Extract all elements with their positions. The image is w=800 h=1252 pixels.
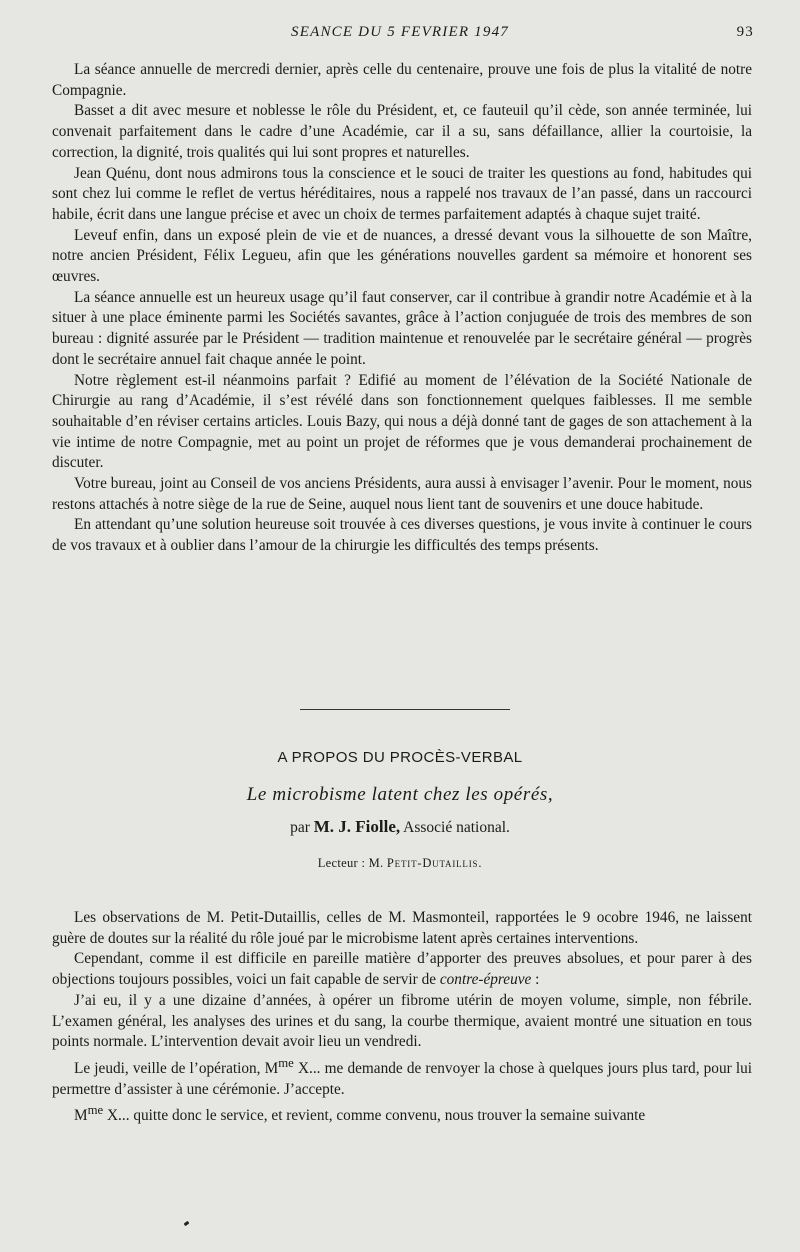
section-heading: A PROPOS DU PROCÈS-VERBAL	[277, 749, 523, 766]
page-header	[0, 24, 800, 44]
byline	[0, 817, 800, 837]
paragraph-text: X... me demande de renvoyer la chose à quelques jours plus tard, pour lui permettre d’assister à une cérémonie. J’accepte.	[52, 1060, 752, 1098]
author-name: M. J. Fiolle,	[313, 817, 401, 836]
reader-line	[0, 856, 800, 871]
paragraph-text: Le jeudi, veille de l’opération, M	[74, 1060, 279, 1078]
superscript: me	[278, 1055, 294, 1070]
paragraph: Basset a dit avec mesure et noblesse le rôle du Président, et, ce fauteuil qu’il cède, son année terminée, lui convenait parfaitement dans le cadre d’une Académie, car il a su, sans défaillance, allier la courtoisie, la correction, la dignité, trois qualités qui lui sont propres et naturelles.	[52, 102, 752, 161]
paragraph	[52, 1053, 752, 1101]
paragraph-text: :	[531, 971, 540, 989]
author-affiliation: Associé national.	[403, 819, 510, 836]
paragraph: La séance annuelle est un heureux usage qu’il faut conserver, car il contribue à grandir notre Académie et à la situer à une place éminente parmi les Sociétés savantes, grâce à l’action conjuguée de trois des membres de son bureau : dignité assurée par le Président — tradition maintenue et renouvelée par le secrétaire général — progrès dont le secrétaire annuel fait chaque année le point.	[52, 288, 752, 368]
paragraph: Leveuf enfin, dans un exposé plein de vie et de nuances, a dressé devant vous la silhouette de son Maître, notre ancien Président, Félix Legueu, afin que les générations nouvelles gardent sa mémoire et honorent ses œuvres.	[52, 226, 752, 286]
emphasis-text: contre-épreuve	[439, 971, 532, 989]
paragraph: Les observations de M. Petit-Dutaillis, celles de M. Masmonteil, rapportées le 9 ocobre 1946, ne laissent guère de doutes sur la réalité du rôle joué par le microbisme latent après certaines interventions.	[52, 909, 752, 947]
superscript: me	[87, 1103, 104, 1118]
reader-label: Lecteur : M.	[317, 856, 384, 870]
ink-mark	[184, 1221, 190, 1226]
paragraph-text: Cependant, comme il est difficile en pareille matière d’apporter des preuves absolues, et pour parer à des objections toujours possibles, voici un fait capable de servir de	[52, 950, 752, 989]
paragraph: En attendant qu’une solution heureuse soit trouvée à ces diverses questions, je vous invite à continuer le cours de vos travaux et à oublier dans l’amour de la chirurgie les difficultés des temps présents.	[52, 516, 752, 555]
paragraph	[52, 949, 752, 990]
running-title: SEANCE DU 5 FEVRIER 1947	[291, 24, 509, 40]
article-title: Le microbisme latent chez les opérés,	[246, 784, 554, 805]
paragraph: Jean Quénu, dont nous admirons tous la conscience et le souci de traiter les questions au fond, habitudes qui sont chez lui comme le reflet de vertus héréditaires, nous a rappelé nos travaux de l’an passé, dans un raccourci habile, écrit dans une langue précise et avec un choix de termes parfaitement adaptés à chaque sujet traité.	[52, 164, 752, 223]
paragraph: Notre règlement est-il néanmoins parfait ? Edifié au moment de l’élévation de la Société Nationale de Chirurgie au rang d’Académie, il s’est révélé dans son fonctionnement quelques faiblesses. Il me semble souhaitable d’en réviser certains articles. Louis Bazy, qui nous a déjà donné tant de gages de son attachement à la vie intime de notre Compagnie, met au point un projet de réformes que je vous demanderai prochainement de discuter.	[52, 371, 752, 472]
paragraph-text: M	[74, 1107, 88, 1125]
paragraph: La séance annuelle de mercredi dernier, après celle du centenaire, prouve une fois de plus la vitalité de notre Compagnie.	[52, 61, 752, 99]
paragraph-text: X... quitte donc le service, et revient, comme convenu, nous trouver la semaine suivante	[103, 1107, 646, 1125]
reader-name: Petit-Dutaillis.	[386, 856, 483, 870]
page-number: 93	[736, 24, 754, 40]
section-divider	[300, 709, 510, 710]
byline-prefix: par	[290, 819, 310, 836]
paragraph: J’ai eu, il y a une dizaine d’années, à opérer un fibrome utérin de moyen volume, simple, non fébrile. L’examen général, les analyses des urines et du sang, la courbe thermique, avaient montré une situation en tous points normale. L’intervention devait avoir lieu un vendredi.	[52, 991, 752, 1051]
article-text	[52, 908, 752, 1127]
paragraph	[52, 1100, 752, 1127]
speech-text	[52, 60, 752, 557]
paragraph: Votre bureau, joint au Conseil de vos anciens Présidents, aura aussi à envisager l’avenir. Pour le moment, nous restons attachés à notre siège de la rue de Seine, auquel nous lient tant de souvenirs et une douce habitude.	[52, 475, 752, 513]
